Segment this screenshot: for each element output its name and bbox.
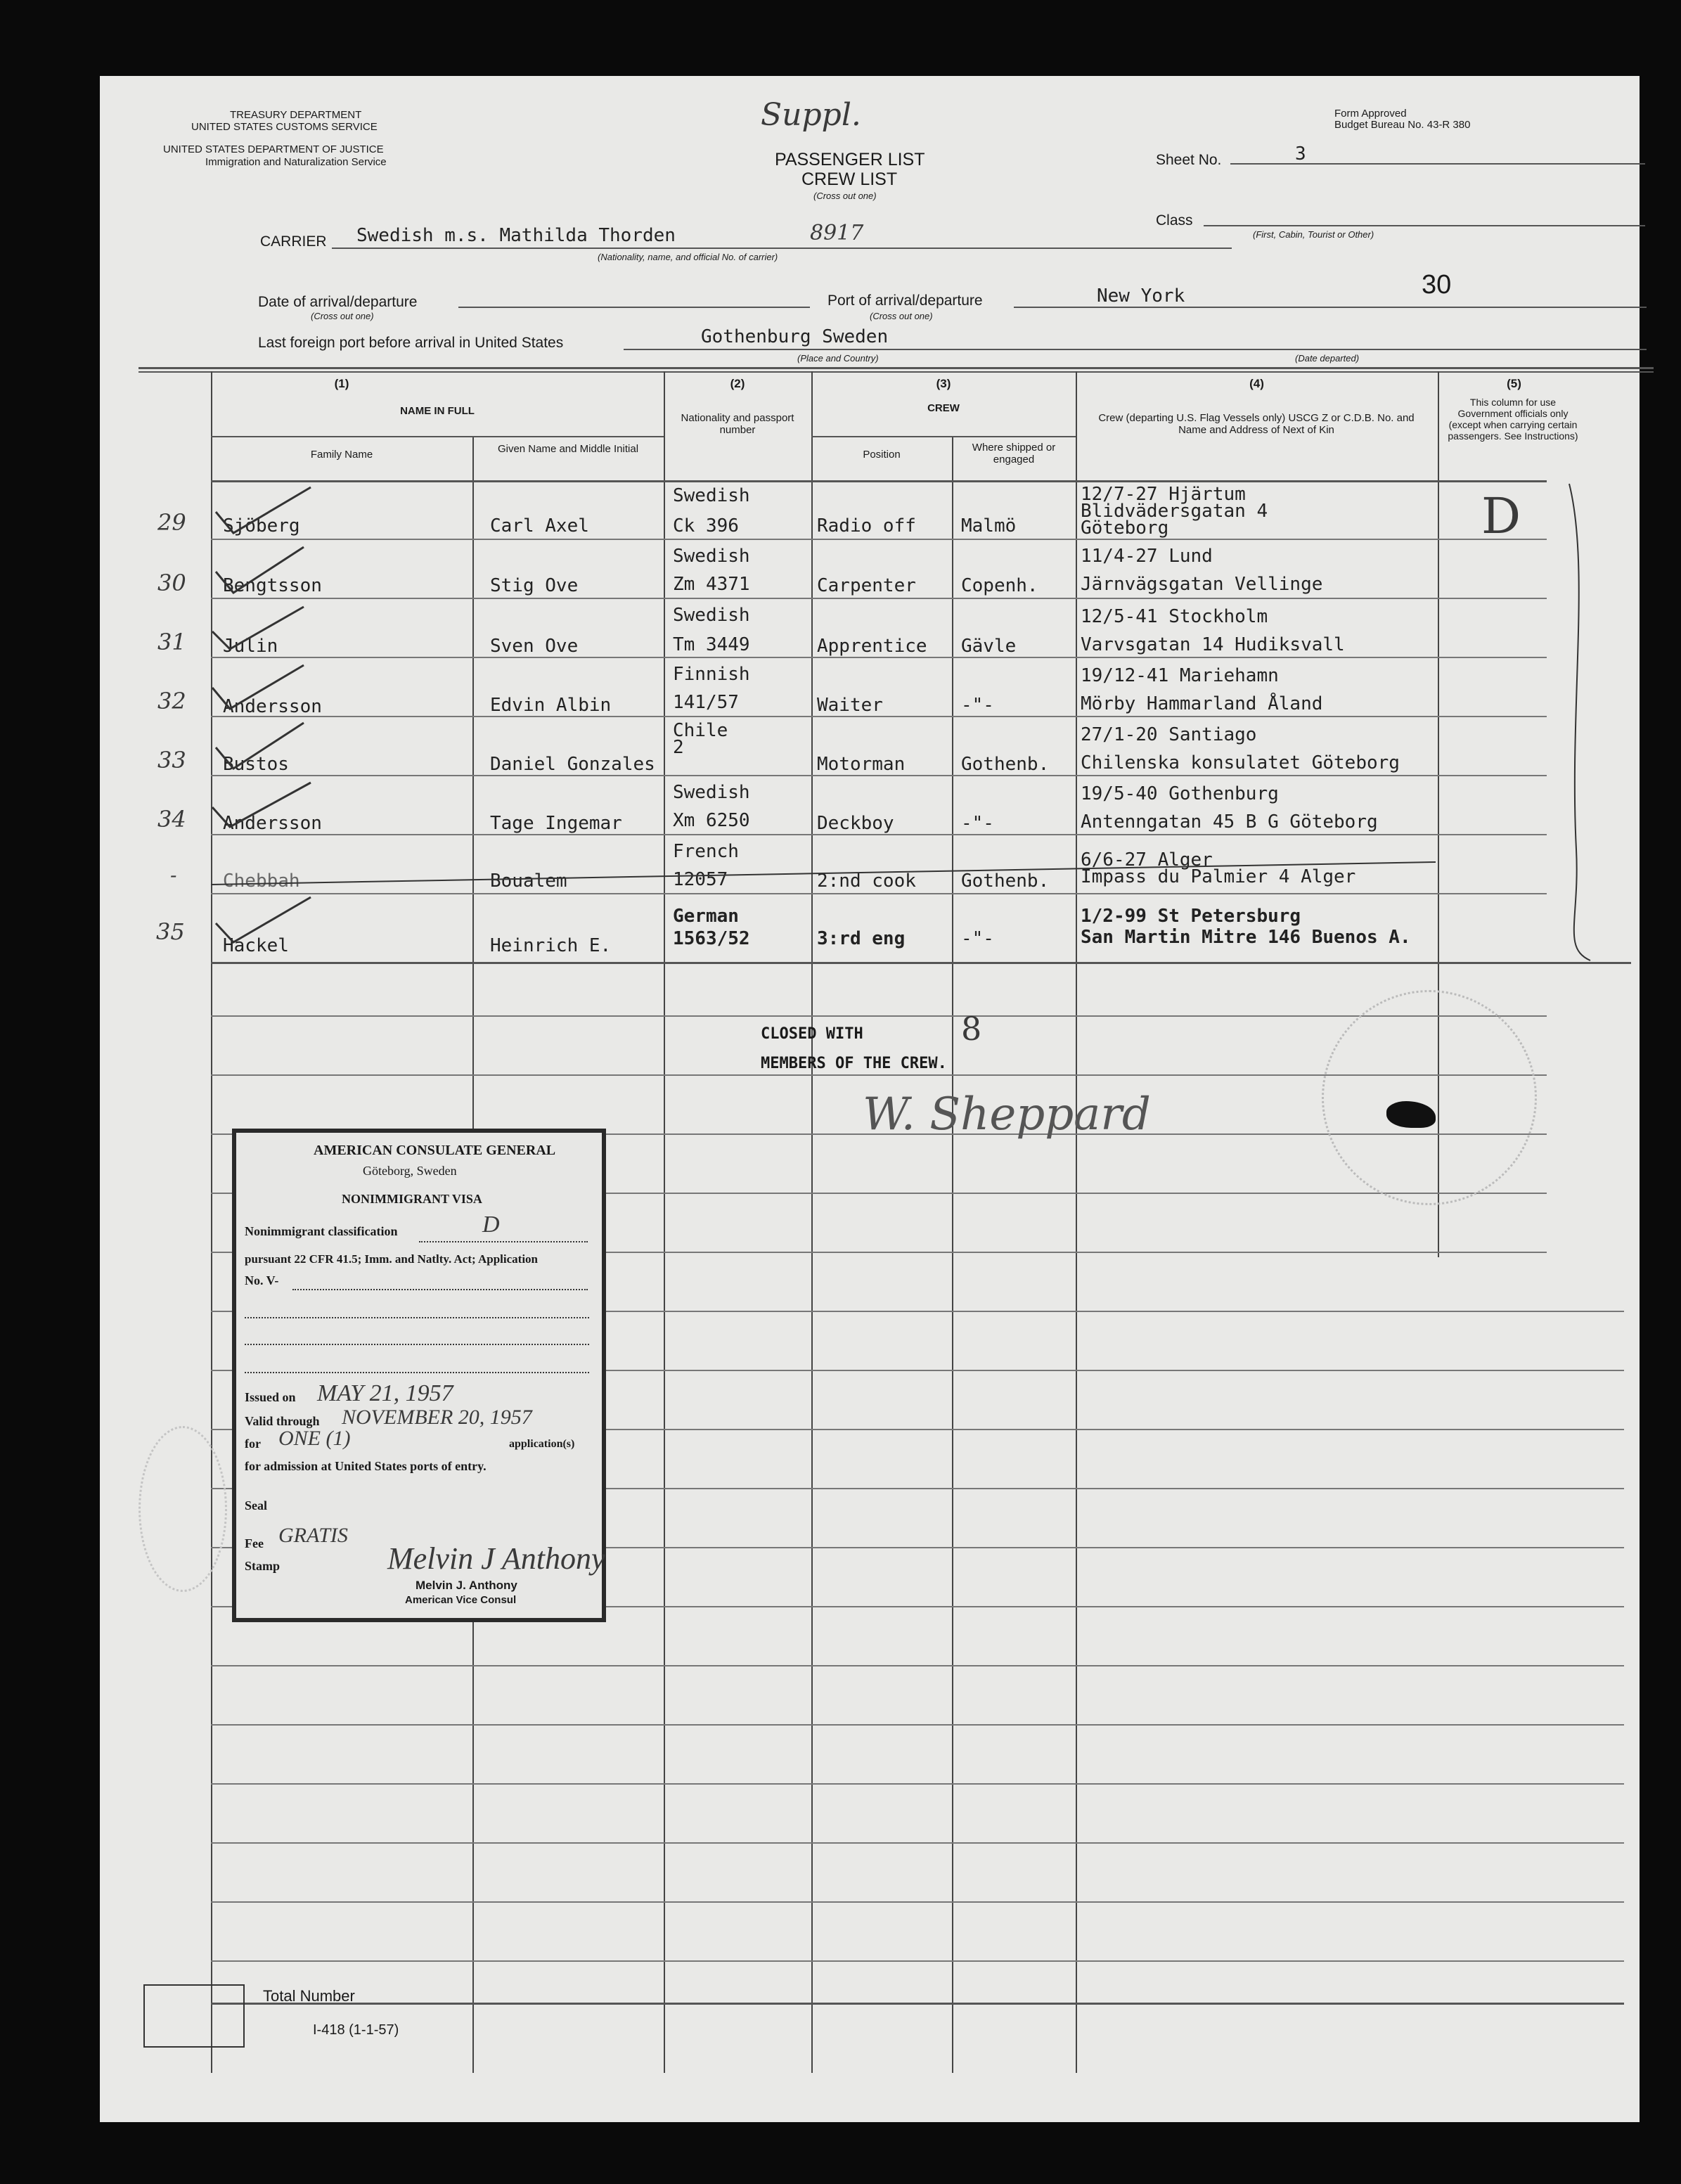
row-number: 32	[157, 688, 186, 714]
stamp-city: Göteborg, Sweden	[363, 1164, 457, 1178]
kin-line-2: Varvsgatan 14 Hudiksvall	[1081, 634, 1345, 655]
position: Radio off	[817, 515, 916, 537]
position: Apprentice	[817, 636, 927, 657]
position: Deckboy	[817, 813, 894, 834]
where-shipped: Gävle	[961, 636, 1017, 657]
check-marks	[100, 76, 1640, 990]
kin-line-3: Göteborg	[1081, 518, 1169, 539]
stamp-fee-label: Fee	[245, 1536, 264, 1550]
family-name: Bustos	[223, 754, 289, 775]
kin-line-1: 19/12-41 Mariehamn	[1081, 665, 1279, 686]
kin-line-1: 1/2-99 St Petersburg	[1081, 906, 1301, 927]
sheet-label: Sheet No.	[1156, 152, 1222, 168]
kin-line-2: Antenngatan 45 B G Göteborg	[1081, 811, 1378, 833]
family-name: Bengtsson	[223, 575, 322, 596]
carrier-number: 8917	[810, 221, 864, 245]
row-number: 34	[157, 806, 186, 833]
stamp-consulate: AMERICAN CONSULATE GENERAL	[314, 1143, 556, 1158]
title-note: (Cross out one)	[813, 191, 877, 201]
family-name: Julin	[223, 636, 278, 657]
family-name: Andersson	[223, 813, 322, 834]
row-number: 31	[157, 629, 186, 655]
col-given-name: Given Name and Middle Initial	[497, 443, 639, 455]
row-number: 33	[157, 747, 186, 773]
title-passenger-list: PASSENGER LIST	[775, 150, 925, 169]
kin-line-1: 12/7-27 Hjärtum	[1081, 484, 1246, 505]
stamp-valid-label: Valid through	[245, 1414, 320, 1428]
kin-line-2: San Martin Mitre 146 Buenos A.	[1081, 927, 1411, 948]
last-port-value: Gothenburg Sweden	[701, 326, 889, 347]
given-name: Heinrich E.	[490, 935, 612, 956]
nationality: Swedish	[673, 546, 750, 567]
where-shipped: -"-	[961, 695, 994, 716]
total-number-box	[143, 1984, 245, 2048]
carrier-value: Swedish m.s. Mathilda Thorden	[356, 225, 676, 246]
family-name: Chebbah	[223, 871, 300, 892]
members-of-crew-label: MEMBERS OF THE CREW.	[761, 1055, 947, 1072]
given-name: Carl Axel	[490, 515, 589, 537]
carrier-label: CARRIER	[260, 233, 327, 250]
port-label: Port of arrival/departure	[827, 293, 983, 309]
date-departed-note: (Date departed)	[1295, 353, 1360, 364]
position: 3:rd eng	[817, 928, 906, 949]
stamp-for-value: ONE (1)	[278, 1427, 351, 1450]
faint-seal-left	[139, 1426, 227, 1592]
passport: Ck 396	[673, 515, 739, 537]
nationality: Swedish	[673, 782, 750, 803]
position: 2:nd cook	[817, 871, 916, 892]
passport: 12057	[673, 869, 728, 890]
kin-line-2: Järnvägsgatan Vellinge	[1081, 574, 1323, 595]
given-name: Daniel Gonzales	[490, 754, 655, 775]
family-name: Andersson	[223, 696, 322, 717]
col1-header: NAME IN FULL	[400, 405, 475, 417]
agency-treasury: TREASURY DEPARTMENT	[230, 109, 362, 121]
passport: 1563/52	[673, 928, 750, 949]
stamp-applications: application(s)	[509, 1438, 575, 1450]
col5-mark: D	[1481, 487, 1521, 545]
passport: Tm 3449	[673, 634, 750, 655]
visa-stamp	[232, 1129, 606, 1622]
place-note: (Place and Country)	[797, 353, 879, 364]
col3-number: (3)	[936, 377, 951, 390]
kin-line-1: 19/5-40 Gothenburg	[1081, 783, 1279, 804]
col2-number: (2)	[730, 377, 745, 390]
row-number: 30	[157, 570, 186, 596]
stamp-consul-title: American Vice Consul	[405, 1594, 517, 1606]
class-label: Class	[1156, 212, 1193, 229]
stamp-issued-label: Issued on	[245, 1390, 296, 1404]
class-note: (First, Cabin, Tourist or Other)	[1253, 229, 1374, 240]
col3-header: CREW	[927, 402, 960, 414]
stamp-application-no: No. V-	[245, 1273, 279, 1287]
nationality: Swedish	[673, 605, 750, 626]
given-name: Edvin Albin	[490, 695, 612, 716]
kin-line-2: Mörby Hammarland Åland	[1081, 693, 1323, 714]
given-name: Sven Ove	[490, 636, 579, 657]
nationality: French	[673, 841, 739, 862]
given-name: Tage Ingemar	[490, 813, 622, 834]
total-number-label: Total Number	[263, 1987, 355, 2005]
port-number: 30	[1422, 270, 1452, 300]
kin-line-1: 11/4-27 Lund	[1081, 546, 1213, 567]
row-number: -	[170, 863, 177, 887]
where-shipped: -"-	[961, 928, 994, 949]
col-where: Where shipped or engaged	[972, 442, 1056, 465]
passport: Xm 6250	[673, 810, 750, 831]
port-value: New York	[1097, 285, 1185, 307]
passport: Zm 4371	[673, 574, 750, 595]
stamp-issued-value: MAY 21, 1957	[317, 1380, 453, 1406]
kin-line-2: Chilenska konsulatet Göteborg	[1081, 752, 1400, 773]
port-note: (Cross out one)	[870, 311, 933, 321]
form-number: I-418 (1-1-57)	[313, 2022, 399, 2038]
where-shipped: Copenh.	[961, 575, 1038, 596]
stamp-admission: for admission at United States ports of entry.	[245, 1459, 487, 1473]
stamp-consul-name: Melvin J. Anthony	[416, 1579, 517, 1592]
closed-with-label: CLOSED WITH	[761, 1025, 863, 1043]
title-crew-list: CREW LIST	[801, 169, 898, 189]
kin-line-2: Impass du Palmier 4 Alger	[1081, 866, 1356, 887]
date-label: Date of arrival/departure	[258, 294, 418, 310]
where-shipped: Gothenb.	[961, 754, 1050, 775]
where-shipped: Malmö	[961, 515, 1017, 537]
position: Waiter	[817, 695, 883, 716]
stamp-classification: Nonimmigrant classification	[245, 1224, 398, 1238]
where-shipped: -"-	[961, 813, 994, 834]
family-name: Hackel	[223, 935, 289, 956]
kin-line-1: 12/5-41 Stockholm	[1081, 606, 1268, 627]
kin-line-1: 6/6-27 Alger	[1081, 849, 1213, 871]
col-position: Position	[863, 449, 901, 461]
stamp-fee-value: GRATIS	[278, 1524, 348, 1547]
given-name: Stig Ove	[490, 575, 579, 596]
suppl-handwritten: Suppl.	[761, 97, 861, 133]
stamp-seal-label: Seal	[245, 1498, 268, 1512]
stamp-consul-signature: Melvin J Anthony	[387, 1541, 605, 1576]
stamp-valid-value: NOVEMBER 20, 1957	[342, 1406, 532, 1429]
given-name: Boualem	[490, 871, 567, 892]
where-shipped: Gothenb.	[961, 871, 1050, 892]
col5-header: This column for use Government officials only (except when carrying certain passengers. See Instructions)	[1448, 397, 1578, 442]
sheet-value: 3	[1295, 143, 1306, 165]
agency-ins: Immigration and Naturalization Service	[205, 156, 387, 168]
agency-customs: UNITED STATES CUSTOMS SERVICE	[191, 121, 378, 133]
passport: 2	[673, 737, 684, 758]
budget-bureau: Budget Bureau No. 43-R 380	[1334, 119, 1471, 131]
crew-count: 8	[961, 1010, 982, 1048]
embossed-seal	[1322, 990, 1537, 1205]
stamp-visa-type: NONIMMIGRANT VISA	[342, 1192, 482, 1206]
form-approved: Form Approved	[1334, 108, 1407, 120]
col4-number: (4)	[1249, 377, 1264, 390]
row-number: 29	[157, 509, 186, 536]
nationality: German	[673, 906, 739, 927]
col1-number: (1)	[334, 377, 349, 390]
passport: 141/57	[673, 692, 739, 713]
col4-header: Crew (departing U.S. Flag Vessels only) USCG Z or C.D.B. No. and Name and Address of Next of Kin	[1098, 412, 1415, 436]
position: Carpenter	[817, 575, 916, 596]
kin-line-1: 27/1-20 Santiago	[1081, 724, 1257, 745]
agency-justice: UNITED STATES DEPARTMENT OF JUSTICE	[163, 143, 384, 155]
col-family-name: Family Name	[310, 449, 373, 461]
row-number: 35	[156, 918, 185, 945]
kin-line-2: Blidvädersgatan 4	[1081, 501, 1268, 522]
col2-header: Nationality and passport number	[681, 412, 794, 436]
stamp-pursuant: pursuant 22 CFR 41.5; Imm. and Natlty. Act; Application	[245, 1252, 539, 1266]
document-page	[100, 76, 1640, 2122]
stamp-classification-value: D	[482, 1212, 500, 1238]
stamp-stamp-label: Stamp	[245, 1559, 281, 1573]
family-name: Sjöberg	[223, 515, 300, 537]
stamp-for-label: for	[245, 1437, 261, 1451]
col5-number: (5)	[1507, 377, 1521, 390]
position: Motorman	[817, 754, 906, 775]
nationality: Swedish	[673, 485, 750, 506]
last-port-label: Last foreign port before arrival in United States	[258, 335, 564, 351]
nationality: Chile	[673, 720, 728, 741]
carrier-note: (Nationality, name, and official No. of carrier)	[598, 252, 778, 262]
nationality: Finnish	[673, 664, 750, 685]
officer-signature: W. Sheppard	[863, 1088, 1151, 1141]
date-note: (Cross out one)	[311, 311, 374, 321]
